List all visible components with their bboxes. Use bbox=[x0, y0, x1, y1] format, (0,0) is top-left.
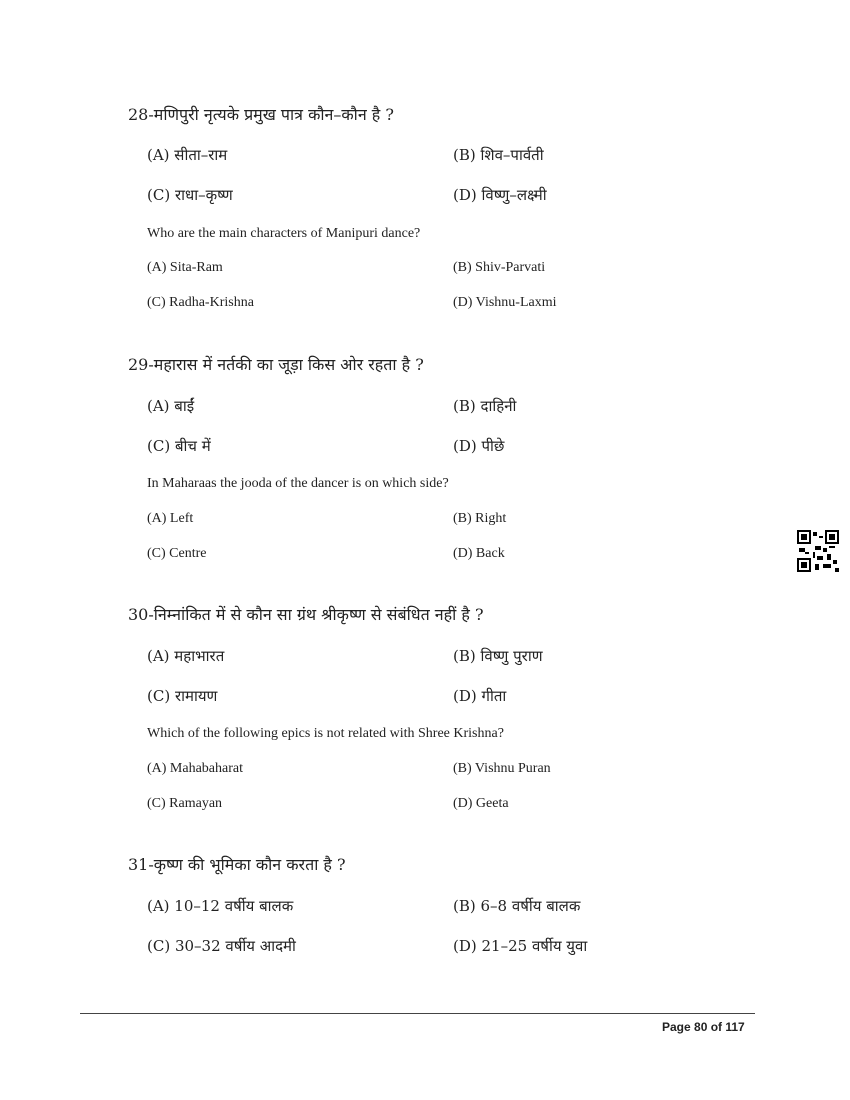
option-a-hindi: (A) 10–12 वर्षीय बालक bbox=[147, 897, 294, 915]
option-a-english: (A) Left bbox=[147, 511, 194, 526]
option-b-hindi: (B) 6–8 वर्षीय बालक bbox=[453, 897, 581, 915]
option-c-english: (C) Radha-Krishna bbox=[147, 295, 254, 310]
option-a-english: (A) Mahabaharat bbox=[147, 761, 244, 776]
option-b-english: (B) Shiv-Parvati bbox=[453, 260, 546, 275]
question-29-english: In Maharaas the jooda of the dancer is on which side? bbox=[147, 476, 449, 491]
option-a-hindi: (A) महाभारत bbox=[147, 647, 225, 665]
option-d-english: (D) Geeta bbox=[453, 796, 509, 811]
option-d-hindi: (D) 21–25 वर्षीय युवा bbox=[453, 937, 588, 955]
question-31: 31-कृष्ण की भूमिका कौन करता है ? bbox=[128, 855, 346, 874]
option-c-english: (C) Centre bbox=[147, 546, 207, 561]
option-c-hindi: (C) राधा–कृष्ण bbox=[147, 186, 233, 204]
qr-code-icon bbox=[797, 530, 839, 572]
option-d-hindi: (D) गीता bbox=[453, 687, 507, 705]
option-d-hindi: (D) पीछे bbox=[453, 437, 505, 455]
footer-divider bbox=[80, 1013, 755, 1014]
option-b-hindi: (B) विष्णु पुराण bbox=[453, 647, 543, 665]
option-b-hindi: (B) शिव–पार्वती bbox=[453, 146, 544, 164]
page-number: Page 80 of 117 bbox=[662, 1020, 745, 1034]
question-28: 28-मणिपुरी नृत्यके प्रमुख पात्र कौन–कौन है ? bbox=[128, 105, 394, 124]
question-28-english: Who are the main characters of Manipuri dance? bbox=[147, 226, 421, 241]
option-b-english: (B) Right bbox=[453, 511, 507, 526]
option-a-english: (A) Sita-Ram bbox=[147, 260, 223, 275]
question-30: 30-निम्नांकित में से कौन सा ग्रंथ श्रीकृष्ण से संबंधित नहीं है ? bbox=[128, 605, 484, 624]
question-30-english: Which of the following epics is not related with Shree Krishna? bbox=[147, 726, 504, 741]
option-d-hindi: (D) विष्णु–लक्ष्मी bbox=[453, 186, 547, 204]
question-29: 29-महारास में नर्तकी का जूड़ा किस ओर रहता है ? bbox=[128, 355, 424, 374]
option-d-english: (D) Back bbox=[453, 546, 505, 561]
option-d-english: (D) Vishnu-Laxmi bbox=[453, 295, 557, 310]
option-a-hindi: (A) सीता–राम bbox=[147, 146, 228, 164]
option-c-english: (C) Ramayan bbox=[147, 796, 223, 811]
option-c-hindi: (C) रामायण bbox=[147, 687, 218, 705]
option-c-hindi: (C) बीच में bbox=[147, 437, 211, 455]
option-b-hindi: (B) दाहिनी bbox=[453, 397, 517, 415]
option-c-hindi: (C) 30–32 वर्षीय आदमी bbox=[147, 937, 296, 955]
option-a-hindi: (A) बाईं bbox=[147, 397, 195, 415]
option-b-english: (B) Vishnu Puran bbox=[453, 761, 551, 776]
